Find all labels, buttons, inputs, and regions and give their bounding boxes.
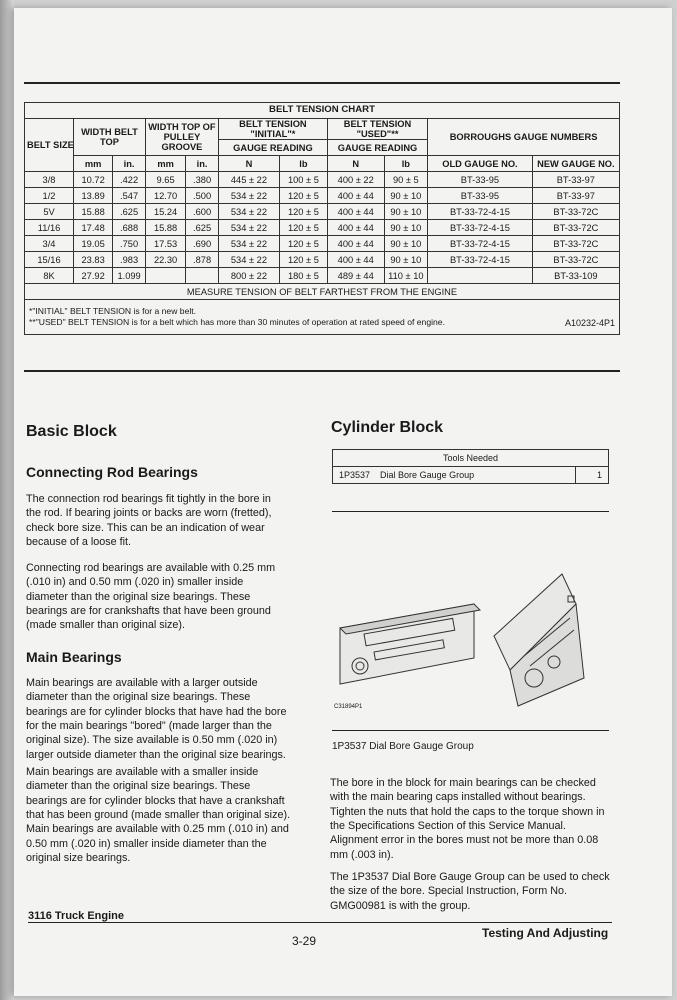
cell-size: 15/16	[25, 252, 74, 268]
cell-used-n: 400 ± 44	[327, 204, 384, 220]
cell-used-lb: 90 ± 10	[384, 204, 428, 220]
cell-groove-mm: 22.30	[145, 252, 185, 268]
col-width-belt-top: WIDTH BELT TOP	[74, 119, 146, 156]
cell-used-n: 400 ± 44	[327, 236, 384, 252]
cell-belt-mm: 13.89	[74, 188, 113, 204]
cell-old: BT-33-72-4-15	[428, 252, 533, 268]
cell-size: 11/16	[25, 220, 74, 236]
cell-old: BT-33-72-4-15	[428, 236, 533, 252]
cell-new: BT-33-72C	[532, 236, 619, 252]
cell-old: BT-33-72-4-15	[428, 204, 533, 220]
col-initial-tension: BELT TENSION "INITIAL"*	[218, 119, 327, 140]
col-old-gauge: OLD GAUGE NO.	[428, 156, 533, 172]
cell-used-lb: 90 ± 10	[384, 188, 428, 204]
sub-gauge-reading-initial: GAUGE READING	[218, 140, 327, 156]
tools-rule	[332, 511, 609, 512]
cell-init-lb: 120 ± 5	[279, 188, 327, 204]
note-used-wrap	[29, 317, 615, 329]
cell-new: BT-33-72C	[532, 252, 619, 268]
main-bearings-paragraph-2: Main bearings are available with a smaller inside diameter than the original size bearings. These bearings are for cylinder blocks that have a crankshaft that has been ground (made smaller than original size). Main bearings are available with 0.25 mm (.010 in) and 0.50 mm (.020 in) smaller inside diameter than the original size bearings.	[26, 766, 291, 865]
cell-size: 5V	[25, 204, 74, 220]
cell-new: BT-33-72C	[532, 204, 619, 220]
col-belt-size: BELT SIZE	[25, 119, 74, 172]
cell-size: 3/8	[25, 172, 74, 188]
cell-init-n: 534 ± 22	[218, 252, 279, 268]
manual-page	[14, 8, 672, 996]
cell-init-n: 534 ± 22	[218, 220, 279, 236]
cell-groove-in: .600	[186, 204, 219, 220]
cell-old: BT-33-72-4-15	[428, 220, 533, 236]
cell-belt-mm: 23.83	[74, 252, 113, 268]
unit-lb: lb	[384, 156, 428, 172]
cell-used-n: 400 ± 44	[327, 220, 384, 236]
cell-groove-mm: 9.65	[145, 172, 185, 188]
col-new-gauge: NEW GAUGE NO.	[532, 156, 619, 172]
cell-groove-in: .500	[186, 188, 219, 204]
cell-old: BT-33-95	[428, 188, 533, 204]
cell-used-lb: 90 ± 10	[384, 236, 428, 252]
cell-init-lb: 120 ± 5	[279, 220, 327, 236]
photo-rule	[332, 730, 609, 731]
cell-init-lb: 180 ± 5	[279, 268, 327, 284]
cell-init-lb: 120 ± 5	[279, 204, 327, 220]
chart-notes	[25, 300, 620, 335]
belt-tension-chart	[24, 102, 620, 335]
basic-block-title: Basic Block	[26, 423, 117, 440]
conrod-paragraph-2: Connecting rod bearings are available with 0.25 mm (.010 in) and 0.50 mm (.020 in) smaller inside diameter than the original size bearings. These bearings are for crankshafts that have been ground (made smaller than original size).	[26, 562, 276, 632]
cell-groove-mm: 15.88	[145, 220, 185, 236]
note-used: **"USED" BELT TENSION is for a belt which has more than 30 minutes of operation at rated speed of engine.	[29, 317, 445, 328]
cell-new: BT-33-97	[532, 188, 619, 204]
tools-needed-table	[332, 449, 609, 484]
tool-name: Dial Bore Gauge Group	[380, 470, 475, 480]
cell-init-n: 800 ± 22	[218, 268, 279, 284]
tool-quantity: 1	[576, 467, 609, 484]
chart-row	[25, 220, 620, 236]
cell-belt-in: .688	[113, 220, 146, 236]
conrod-paragraph-1: The connection rod bearings fit tightly in the bore in the rod. If bearing joints or backs are worn (fretted), check bore size. This can be an indication of wear because of a loose fit.	[26, 493, 272, 549]
cell-init-n: 534 ± 22	[218, 188, 279, 204]
conrod-title: Connecting Rod Bearings	[26, 464, 198, 480]
measure-note: MEASURE TENSION OF BELT FARTHEST FROM THE ENGINE	[25, 284, 620, 300]
cell-belt-mm: 27.92	[74, 268, 113, 284]
cell-used-n: 400 ± 44	[327, 252, 384, 268]
photo-code: C31894P1	[334, 704, 363, 710]
cell-belt-in: 1.099	[113, 268, 146, 284]
main-bearings-paragraph-1: Main bearings are available with a larger outside diameter than the original size bearings. These bearings are for cylinder blocks that have had the bore for the main bearings "bored" (made larger than the original size). The size available is 0.50 mm (.020 in) larger outside diameter than the original size bearings.	[26, 677, 287, 761]
cell-groove-mm: 15.24	[145, 204, 185, 220]
cell-new: BT-33-109	[532, 268, 619, 284]
cell-belt-mm: 17.48	[74, 220, 113, 236]
footer-rule	[28, 922, 612, 923]
cell-size: 1/2	[25, 188, 74, 204]
chart-row	[25, 204, 620, 220]
cell-used-lb: 90 ± 10	[384, 220, 428, 236]
chart-row	[25, 188, 620, 204]
cell-belt-mm: 15.88	[74, 204, 113, 220]
figure-code: A10232-4P1	[564, 318, 615, 329]
cell-groove-in: .690	[186, 236, 219, 252]
unit-mm: mm	[74, 156, 113, 172]
cell-belt-mm: 19.05	[74, 236, 113, 252]
cell-used-lb: 90 ± 5	[384, 172, 428, 188]
cell-old	[428, 268, 533, 284]
cell-init-n: 445 ± 22	[218, 172, 279, 188]
unit-n: N	[327, 156, 384, 172]
cell-init-lb: 120 ± 5	[279, 252, 327, 268]
unit-lb: lb	[279, 156, 327, 172]
cell-init-lb: 100 ± 5	[279, 172, 327, 188]
photo-caption: 1P3537 Dial Bore Gauge Group	[332, 741, 474, 752]
binding-edge	[0, 0, 14, 1000]
chart-title: BELT TENSION CHART	[25, 103, 620, 119]
note-initial: *"INITIAL" BELT TENSION is for a new belt.	[29, 305, 197, 316]
cell-groove-mm	[145, 268, 185, 284]
col-width-pulley-groove: WIDTH TOP OF PULLEY GROOVE	[145, 119, 218, 156]
cell-used-n: 400 ± 22	[327, 172, 384, 188]
cell-groove-in: .380	[186, 172, 219, 188]
cell-old: BT-33-95	[428, 172, 533, 188]
cell-groove-in: .878	[186, 252, 219, 268]
cylinder-paragraph-2: The 1P3537 Dial Bore Gauge Group can be used to check the size of the bore. Special Instruction, Form No. GMG00981 is with the group.	[330, 871, 610, 912]
chart-row	[25, 236, 620, 252]
section-rule	[24, 370, 620, 372]
unit-n: N	[218, 156, 279, 172]
cell-groove-in: .625	[186, 220, 219, 236]
cell-init-n: 534 ± 22	[218, 204, 279, 220]
cell-belt-in: .547	[113, 188, 146, 204]
page-number: 3-29	[292, 934, 317, 948]
tools-needed-header: Tools Needed	[333, 450, 609, 467]
cylinder-paragraph-1: The bore in the block for main bearings can be checked with the main bearing caps installed without bearings. Tighten the nuts that hold the caps to the torque shown in the Specifications Section of this Service Manual. Alignment error in the bores must not be more than 0.08 mm (.003 in).	[330, 777, 605, 861]
cell-size: 8K	[25, 268, 74, 284]
cell-belt-in: .422	[113, 172, 146, 188]
chart-row	[25, 172, 620, 188]
cell-groove-mm: 17.53	[145, 236, 185, 252]
cell-used-n: 400 ± 44	[327, 188, 384, 204]
unit-in: in.	[113, 156, 146, 172]
chart-row	[25, 252, 620, 268]
top-rule	[24, 82, 620, 84]
dial-bore-gauge-photo	[334, 566, 594, 716]
cell-used-lb: 110 ± 10	[384, 268, 428, 284]
cell-belt-in: .625	[113, 204, 146, 220]
cell-init-lb: 120 ± 5	[279, 236, 327, 252]
chart-row	[25, 268, 620, 284]
cell-groove-in	[186, 268, 219, 284]
col-gauge-numbers: BORROUGHS GAUGE NUMBERS	[428, 119, 620, 156]
cell-belt-in: .983	[113, 252, 146, 268]
footer-section: Testing And Adjusting	[482, 926, 609, 940]
cell-new: BT-33-97	[532, 172, 619, 188]
cell-used-n: 489 ± 44	[327, 268, 384, 284]
main-bearings-title: Main Bearings	[26, 649, 122, 665]
cell-used-lb: 90 ± 10	[384, 252, 428, 268]
sub-gauge-reading-used: GAUGE READING	[327, 140, 427, 156]
unit-in: in.	[186, 156, 219, 172]
cell-new: BT-33-72C	[532, 220, 619, 236]
cell-size: 3/4	[25, 236, 74, 252]
col-used-tension: BELT TENSION "USED"**	[327, 119, 427, 140]
footer-engine: 3116 Truck Engine	[28, 910, 124, 922]
cell-init-n: 534 ± 22	[218, 236, 279, 252]
unit-mm: mm	[145, 156, 185, 172]
cell-groove-mm: 12.70	[145, 188, 185, 204]
cell-belt-mm: 10.72	[74, 172, 113, 188]
cell-belt-in: .750	[113, 236, 146, 252]
tool-row	[333, 467, 576, 484]
cylinder-block-title: Cylinder Block	[331, 419, 444, 436]
tool-part-number: 1P3537	[339, 470, 371, 480]
